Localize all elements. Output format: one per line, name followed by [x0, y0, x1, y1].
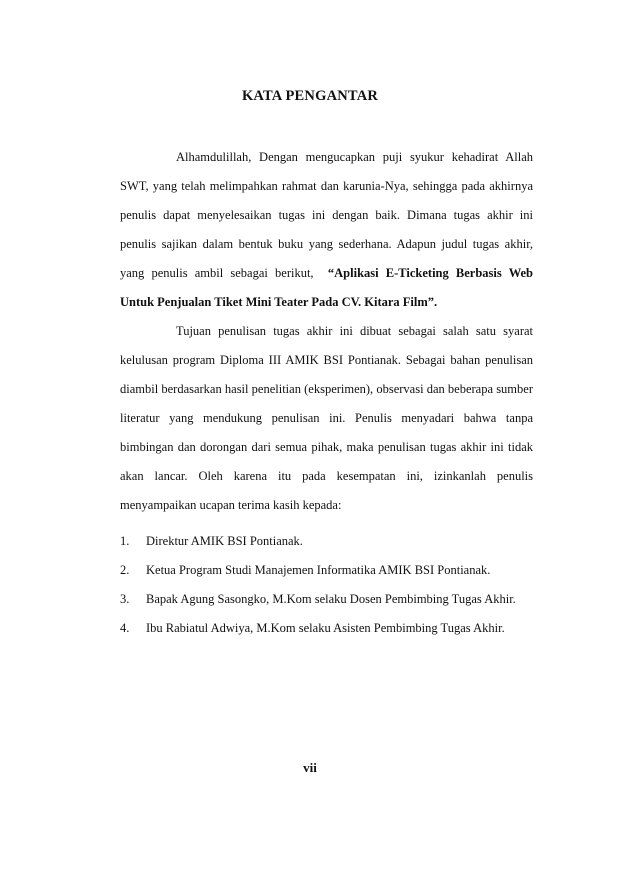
paragraph-2: Tujuan penulisan tugas akhir ini dibuat sebagai salah satu syarat kelulusan program Diploma III AMIK BSI Pontianak. Sebagai bahan penulisan diambil berdasarkan hasil penelitian (eksperimen), observasi dan beberapa sumber literatur yang mendukung penulisan ini. Penulis menyadari bahwa tanpa bimbingan dan dorongan dari semua pihak, maka penulisan tugas akhir ini tidak akan lancar. Oleh karena itu pada kesempatan ini, izinkanlah penulis menyampaikan ucapan terima kasih kepada: — [120, 324, 533, 512]
list-item — [120, 585, 533, 614]
paragraph-1-text: Alhamdulillah, Dengan mengucapkan puji syukur kehadirat Allah SWT, yang telah melimpahkan rahmat dan karunia-Nya, sehingga pada akhirnya penulis dapat menyelesaikan tugas ini dengan baik. Dimana tugas akhir ini penulis sajikan dalam bentuk buku yang sederhana. Adapun judul tugas akhir, yang penulis ambil sebagai berikut, — [120, 150, 533, 280]
list-item-number: 3. — [120, 592, 130, 606]
list-item — [120, 556, 533, 585]
acknowledgement-list — [120, 527, 533, 643]
body-text — [120, 143, 533, 520]
list-item-text: Bapak Agung Sasongko, M.Kom selaku Dosen Pembimbing Tugas Akhir. — [146, 592, 516, 606]
page-number: vii — [303, 760, 317, 775]
list-item-text: Ketua Program Studi Manajemen Informatika AMIK BSI Pontianak. — [146, 563, 491, 577]
list-item-number: 4. — [120, 621, 130, 635]
list-item-number: 2. — [120, 563, 130, 577]
list-item — [120, 614, 533, 643]
thesis-title: “Aplikasi E-Ticketing Berbasis Web Untuk Penjualan Tiket Mini Teater Pada CV. Kitara Film”. — [120, 266, 534, 309]
list-item-text: Direktur AMIK BSI Pontianak. — [146, 534, 303, 548]
page-title: KATA PENGANTAR — [241, 88, 379, 104]
list-item — [120, 527, 533, 556]
paragraph-1 — [120, 143, 533, 317]
list-item-text: Ibu Rabiatul Adwiya, M.Kom selaku Asisten Pembimbing Tugas Akhir. — [146, 621, 505, 635]
list-item-number: 1. — [120, 534, 130, 548]
